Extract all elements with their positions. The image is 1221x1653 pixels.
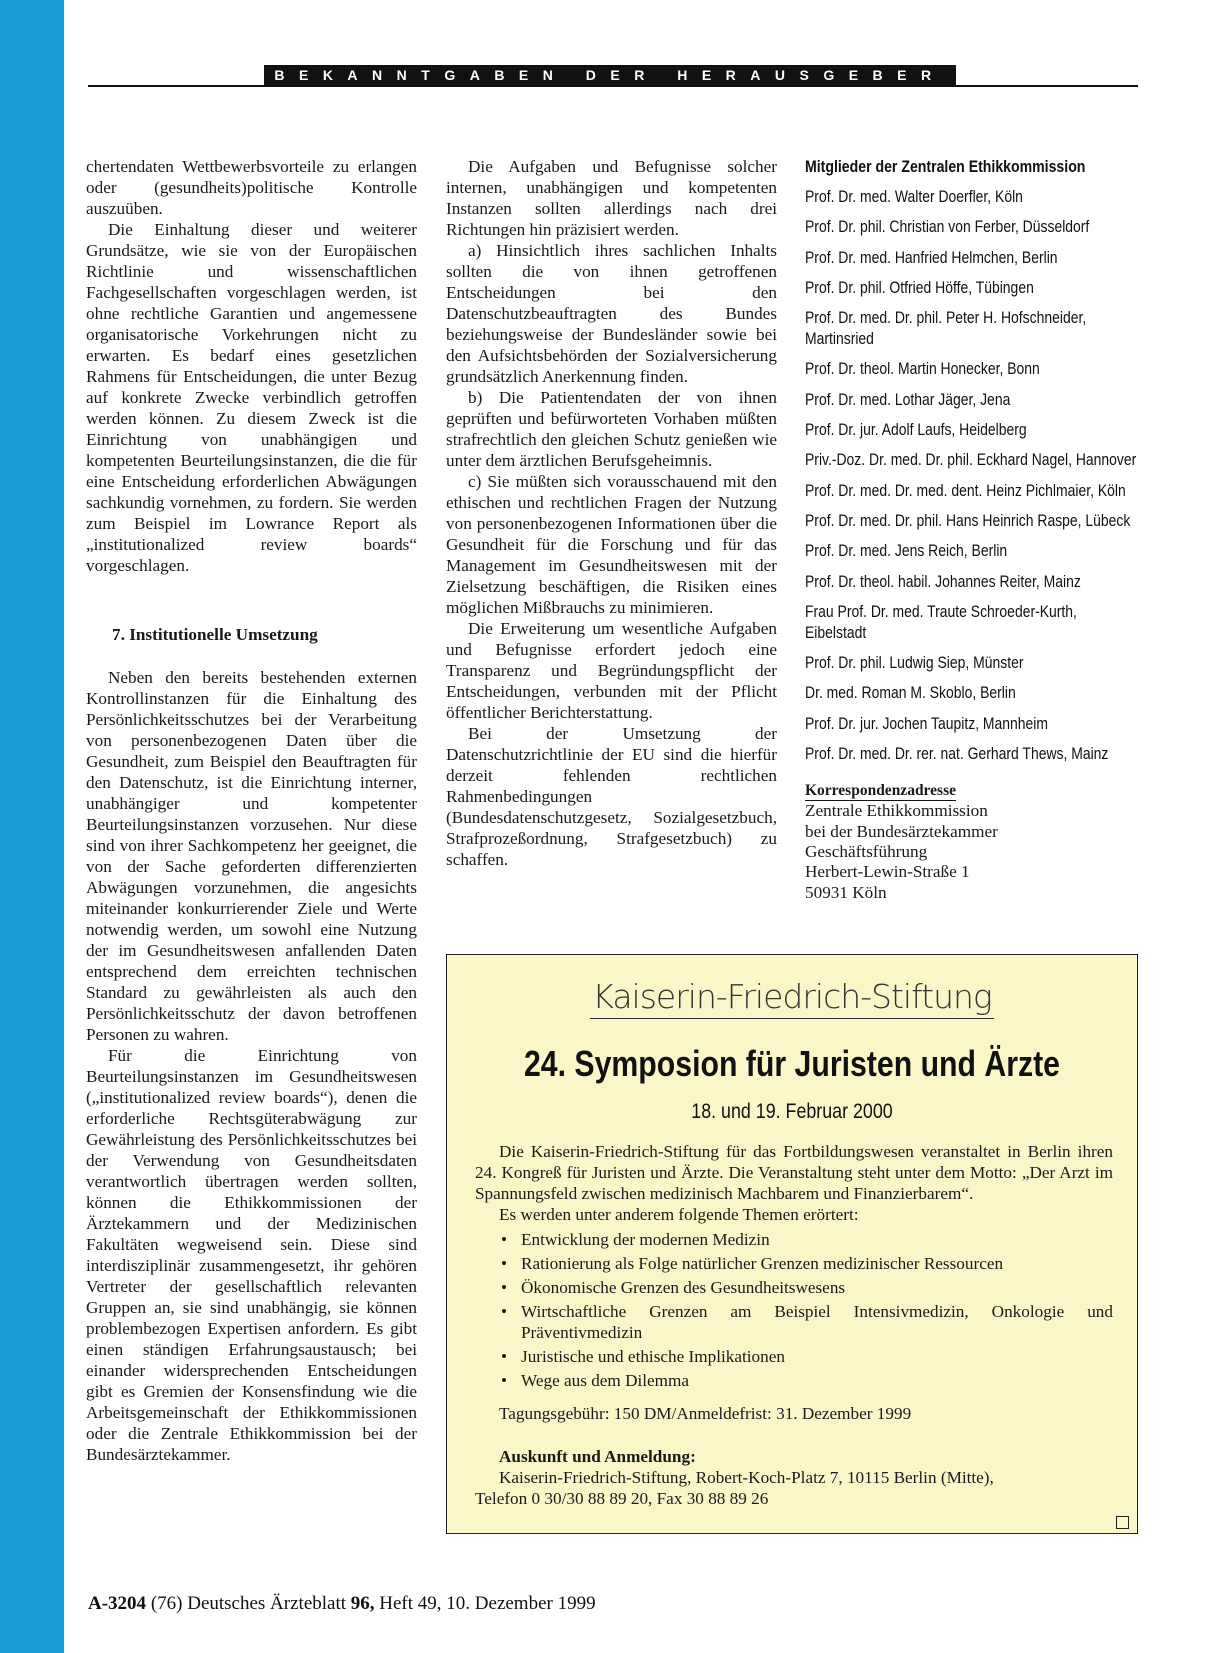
contact-line-2: Telefon 0 30/30 88 89 20, Fax 30 88 89 26 [475, 1489, 769, 1508]
column-2 [446, 156, 777, 870]
correspondence-line: 50931 Köln [805, 882, 887, 902]
col2-paragraph-4: c) Sie müßten sich vorausschauend mit den ethischen und rechtlichen Fragen der Nutzung von personenbezogenen Informationen über die Gesundheit für die Forschung und für das Management im Gesundheitswesen mit der Zielsetzung beschäftigen, die Risiken eines möglichen Mißbrauchs zu minimieren. [446, 472, 777, 617]
announcement-body [475, 1141, 1113, 1509]
member-item: Priv.-Doz. Dr. med. Dr. phil. Eckhard Nagel, Hannover [805, 450, 1137, 470]
announcement-organization [447, 977, 1137, 1016]
topic-text: Ökonomische Grenzen des Gesundheitswesens [521, 1278, 846, 1297]
bullet-icon: • [501, 1230, 508, 1249]
member-item: Prof. Dr. theol. habil. Johannes Reiter, Mainz [805, 571, 1081, 591]
member-item: Prof. Dr. jur. Adolf Laufs, Heidelberg [805, 420, 1027, 440]
announcement-intro: Die Kaiserin-Friedrich-Stiftung für das Fortbildungswesen veranstaltet in Berlin ihren 24. Kongreß für Juristen und Ärzte. Die Veranstaltung steht unter dem Motto: „Der Arzt im Spannungsfeld zwischen medizinisch Machbarem und Finanzierbarem“. [475, 1142, 1113, 1203]
correspondence-line: Herbert-Lewin-Straße 1 [805, 862, 970, 882]
topic-item [475, 1277, 1113, 1298]
members-title: Mitglieder der Zentralen Ethikkommission [805, 158, 1086, 176]
symposium-announcement-box [446, 954, 1138, 1534]
col1-paragraph-4: Für die Einrichtung von Beurteilungsinstanzen im Gesundheitswesen („institutionalized review boards“), denen die erforderliche Rechtsgüterabwägung zur Gewährleistung des Persönlichkeitsschutzes bei der Verwendung von Gesundheitsdaten verantwortlich übertragen werden sollten, können die Ethikkommissionen der Ärztekammern und der Medizinischen Fakultäten wegweisend sein. Diese sind interdisziplinär zusammengesetzt, ihr gehören Vertreter der gesellschaftlich relevanten Gruppen an, sie sind unabhängig, sie können problembezogen Expertisen anfordern. Es gibt einen ständigen Erfahrungsaustausch; bei einander widersprechenden Entscheidungen gibt es Gremien der Konsensfindung wie die Arbeitsgemeinschaft der Ethikkommissionen oder die Zentrale Ethikkommission bei der Bundesärztekammer. [86, 1046, 417, 1464]
member-item: Prof. Dr. med. Dr. med. dent. Heinz Pichlmaier, Köln [805, 480, 1126, 500]
header-rule [88, 85, 1138, 87]
footer-text: (76) Deutsches Ärzteblatt [150, 1593, 347, 1614]
announcement-title: 24. Symposion für Juristen und Ärzte [523, 1043, 1060, 1084]
correspondence-line: Zentrale Ethikkommission [805, 801, 988, 821]
col1-paragraph-3: Neben den bereits bestehenden externen Kontrollinstanzen für die Einhaltung des Persönlichkeitsschutzes bei der Verarbeitung von personenbezogenen Daten über die Gesundheit, zum Beispiel den Beauftragten für den Datenschutz, ist die Einrichtung interner, unabhängiger und kompetenter Beurteilungsinstanzen vorzusehen. Nur diese sind von ihrer Sachkompetenz her geeignet, die von der Sache geforderten differenzierten Abwägungen vorzunehmen, die angesichts miteinander konkurrierender Ziele und Werte notwendig werden, um sowohl eine Nutzung der im Gesundheitswesen anfallenden Daten entsprechend dem erreichten technischen Standard zu gewährleisten als auch den Persönlichkeitsschutz der davon betroffenen Personen zu wahren. [86, 668, 417, 1044]
member-item: Prof. Dr. jur. Jochen Taupitz, Mannheim [805, 713, 1049, 733]
bullet-icon: • [501, 1254, 508, 1273]
fees-text: Tagungsgebühr: 150 DM/Anmeldefrist: 31. Dezember 1999 [499, 1404, 912, 1423]
end-mark-icon [1116, 1516, 1129, 1529]
member-item: Prof. Dr. theol. Martin Honecker, Bonn [805, 359, 1040, 379]
bullet-icon: • [501, 1371, 508, 1390]
topics-list [475, 1229, 1113, 1391]
member-item: Prof. Dr. phil. Christian von Ferber, Düsseldorf [805, 217, 1090, 237]
section-heading: 7. Institutionelle Umsetzung [112, 625, 318, 644]
topic-text: Juristische und ethische Implikationen [521, 1347, 785, 1366]
members-column [805, 156, 1137, 903]
topic-text: Wege aus dem Dilemma [521, 1371, 690, 1390]
member-item: Prof. Dr. phil. Otfried Höffe, Tübingen [805, 277, 1034, 297]
topic-item [475, 1229, 1113, 1250]
col2-paragraph-5: Die Erweiterung um wesentliche Aufgaben und Befugnisse erfordert jedoch eine Transparenz und Begründungspflicht der Entscheidungen, verbunden mit der Pflicht öffentlicher Berichterstattung. [446, 619, 777, 722]
page-footer [88, 1593, 596, 1615]
member-item: Prof. Dr. med. Dr. phil. Hans Heinrich Raspe, Lübeck [805, 510, 1131, 530]
col2-paragraph-3: b) Die Patientendaten der von ihnen geprüften und befürworteten Vorhaben müßten strafrechtlich den gleichen Schutz genießen wie unter dem ärztlichen Berufsgeheimnis. [446, 388, 777, 470]
column-1 [86, 156, 417, 1465]
topics-intro: Es werden unter anderem folgende Themen erörtert: [499, 1205, 859, 1224]
bullet-icon: • [501, 1278, 508, 1297]
announcement-date: 18. und 19. Februar 2000 [691, 1100, 893, 1123]
topic-text: Rationierung als Folge natürlicher Grenzen medizinischer Ressourcen [521, 1254, 1004, 1273]
contact-line-1: Kaiserin-Friedrich-Stiftung, Robert-Koch-Platz 7, 10115 Berlin (Mitte), [499, 1468, 994, 1487]
topic-item [475, 1301, 1113, 1343]
member-item: Prof. Dr. med. Dr. rer. nat. Gerhard Thews, Mainz [805, 744, 1109, 764]
bullet-icon: • [501, 1347, 508, 1366]
col2-paragraph-1: Die Aufgaben und Befugnisse solcher internen, unabhängigen und kompetenten Instanzen sollten allerdings nach drei Richtungen hin präzisiert werden. [446, 157, 777, 239]
member-item: Prof. Dr. med. Walter Doerfler, Köln [805, 187, 1023, 206]
member-item: Prof. Dr. phil. Ludwig Siep, Münster [805, 653, 1024, 673]
organization-name: Kaiserin-Friedrich-Stiftung [590, 977, 993, 1019]
col2-paragraph-6: Bei der Umsetzung der Datenschutzrichtlinie der EU sind die hierfür derzeit fehlenden rechtlichen Rahmenbedingungen (Bundesdatenschutzgesetz, Sozialgesetzbuch, Strafprozeßordnung, Strafgesetzbuch) zu schaffen. [446, 724, 777, 869]
bullet-icon: • [501, 1302, 508, 1321]
page-code: A-3204 [88, 1593, 147, 1614]
section-header: BEKANNTGABEN DER HERAUSGEBER [264, 65, 956, 86]
footer-issue: Heft 49, 10. Dezember 1999 [379, 1593, 596, 1614]
footer-volume: 96, [350, 1593, 375, 1614]
member-item: Prof. Dr. med. Lothar Jäger, Jena [805, 389, 1011, 409]
col2-paragraph-2: a) Hinsichtlich ihres sachlichen Inhalts sollten die von ihnen getroffenen Entscheidungen bei den Datenschutzbeauftragten des Bundes beziehungsweise der Bundesländer sowie bei den Aufsichtsbehörden der Sozialversicherung grundsätzlich Anerkennung finden. [446, 241, 777, 386]
contact-heading: Auskunft und Anmeldung: [499, 1447, 696, 1466]
member-item: Prof. Dr. med. Hanfried Helmchen, Berlin [805, 247, 1058, 267]
member-item: Dr. med. Roman M. Skoblo, Berlin [805, 683, 1016, 703]
member-item: Prof. Dr. med. Dr. phil. Peter H. Hofschneider, Martinsried [805, 308, 1087, 349]
col1-paragraph-2: Die Einhaltung dieser und weiterer Grundsätze, wie sie von der Europäischen Richtlinie und wissenschaftlichen Fachgesellschaften vorgeschlagen werden, ist ohne rechtliche Garantien und angemessene organisatorische Vorkehrungen nicht zu erwarten. Es bedarf eines gesetzlichen Rahmens für Entscheidungen, die unter Bezug auf konkrete Zwecke verbindlich getroffen werden können. Zu diesem Zweck ist die Einrichtung von unabhängigen und kompetenten Beurteilungsinstanzen, die die für eine Entscheidung erforderlichen Abwägungen sachkundig vornehmen, zu fordern. Sie werden zum Beispiel im Lowrance Report als „institutionalized review boards“ vorgeschlagen. [86, 220, 417, 575]
correspondence-line: Geschäftsführung [805, 841, 928, 861]
correspondence-line: bei der Bundesärztekammer [805, 821, 998, 841]
member-item: Prof. Dr. med. Jens Reich, Berlin [805, 541, 1008, 561]
member-item: Frau Prof. Dr. med. Traute Schroeder-Kurth, Eibelstadt [805, 601, 1077, 642]
left-color-bar [0, 0, 64, 1653]
correspondence-heading: Korrespondenzadresse [805, 782, 956, 800]
col1-paragraph-1: chertendaten Wettbewerbsvorteile zu erlangen oder (gesundheits)politische Kontrolle auszuüben. [86, 157, 417, 218]
topic-text: Wirtschaftliche Grenzen am Beispiel Intensivmedizin, Onkologie und Präventivmedizin [521, 1302, 1113, 1342]
topic-item [475, 1253, 1113, 1274]
topic-item [475, 1370, 1113, 1391]
topic-item [475, 1346, 1113, 1367]
topic-text: Entwicklung der modernen Medizin [521, 1230, 770, 1249]
